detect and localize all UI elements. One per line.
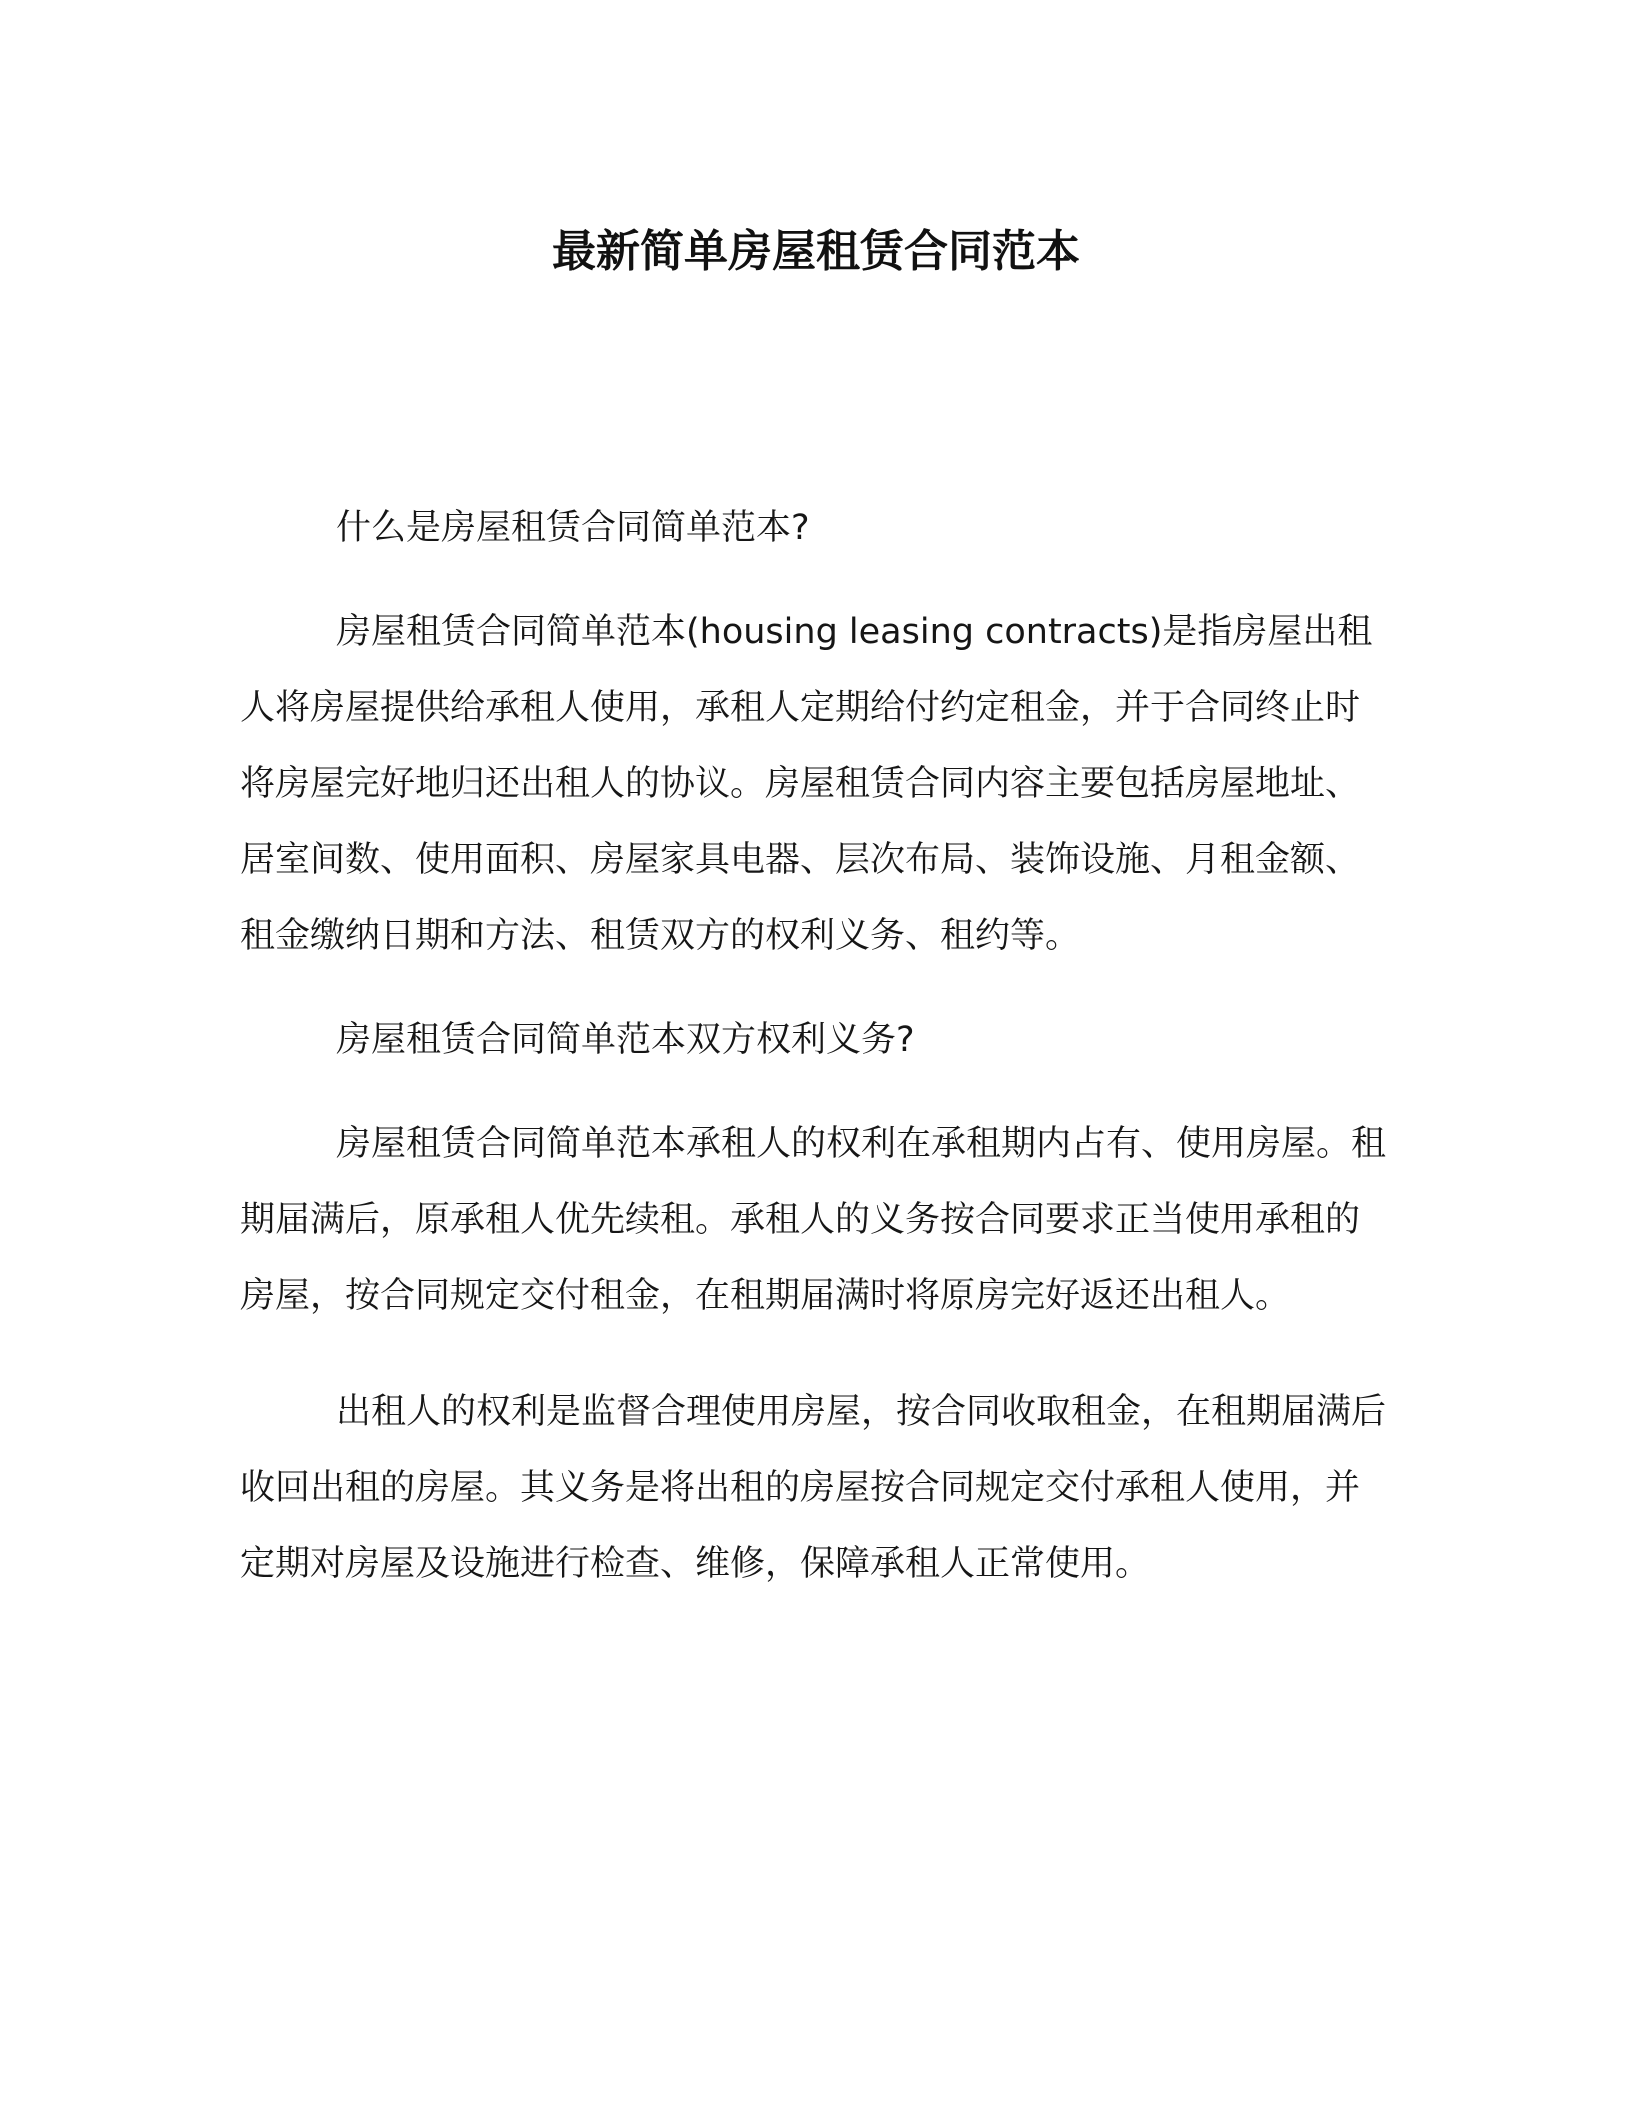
paragraph-definition: 房屋租赁合同简单范本(housing leasing contracts)是指房屋出租人将房屋提供给承租人使用，承租人定期给付约定租金，并于合同终止时将房屋完好地归还出租人的协议。房屋租赁合同内容主要包括房屋地址、居室间数、使用面积、房屋家具电器、层次布局、装饰设施、月租金额、租金缴纳日期和方法、租赁双方的权利义务、租约等。: [240, 612, 1373, 956]
document-body: [240, 490, 1392, 1602]
spacer: [240, 566, 1392, 594]
paragraph-landlord-rights: 出租人的权利是监督合理使用房屋，按合同收取租金，在租期届满后收回出租的房屋。其义务是将出租的房屋按合同规定交付承租人使用，并定期对房屋及设施进行检查、维修，保障承租人正常使用。: [240, 1392, 1387, 1584]
spacer: [240, 1078, 1392, 1106]
paragraph-tenant-rights: 房屋租赁合同简单范本承租人的权利在承租期内占有、使用房屋。租期届满后，原承租人优先续租。承租人的义务按合同要求正当使用承租的房屋，按合同规定交付租金，在租期届满时将原房完好返还出租人。: [240, 1124, 1387, 1316]
page-title: 最新简单房屋租赁合同范本: [552, 226, 1080, 277]
question-heading-2: 房屋租赁合同简单范本双方权利义务?: [336, 1020, 915, 1060]
spacer: [240, 1334, 1392, 1374]
question-heading-1: 什么是房屋租赁合同简单范本?: [336, 508, 810, 548]
spacer: [240, 974, 1392, 1002]
